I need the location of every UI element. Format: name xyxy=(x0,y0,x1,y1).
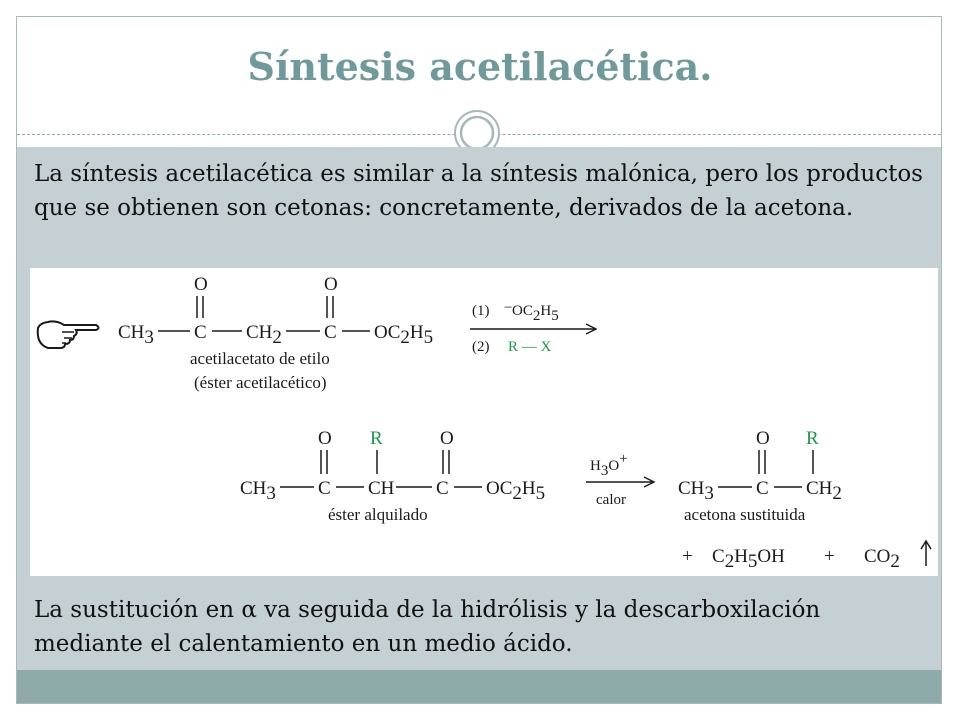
reaction-scheme xyxy=(30,268,938,576)
svg-text:CH2: CH2 xyxy=(806,478,842,504)
footer-band xyxy=(17,670,941,703)
byproduct-plus-2: + xyxy=(824,546,835,567)
conclusion-paragraph: La sustitución en α va seguida de la hidrólisis y la descarboxilación mediante el calentamiento en un medio ácido. xyxy=(34,597,821,657)
svg-text:OC2H5: OC2H5 xyxy=(512,303,559,324)
r-group-product: R xyxy=(806,428,819,449)
product-name: acetona sustituida xyxy=(684,505,806,524)
step1-reagent: OC xyxy=(512,303,533,319)
product-structure xyxy=(678,428,842,504)
svg-text:C: C xyxy=(194,322,207,343)
step2-reagent: R — X xyxy=(508,339,552,355)
byproduct-co2: CO2 xyxy=(864,546,900,572)
svg-text:CH2: CH2 xyxy=(246,322,282,348)
step2-label: (2) xyxy=(472,339,490,355)
svg-text:CH3: CH3 xyxy=(678,478,714,504)
svg-text:C: C xyxy=(318,478,331,499)
svg-text:CH: CH xyxy=(368,478,395,499)
svg-text:O: O xyxy=(440,428,454,449)
alkylated-ester-structure xyxy=(240,428,545,504)
ethoxide-charge: − xyxy=(504,300,513,316)
r-group-ester: R xyxy=(370,428,383,449)
hydrolysis-reagent: H xyxy=(590,458,601,474)
byproduct-ethanol: C2H5OH xyxy=(712,546,785,572)
step1-label: (1) xyxy=(472,303,490,319)
svg-text:CH3: CH3 xyxy=(240,478,276,504)
svg-text:O: O xyxy=(324,274,338,295)
reactant-structure xyxy=(118,274,433,348)
svg-text:H3O+: H3O+ xyxy=(590,451,628,479)
svg-text:OC2H5: OC2H5 xyxy=(486,478,546,504)
svg-text:O: O xyxy=(756,428,770,449)
svg-text:O: O xyxy=(318,428,332,449)
alkylated-ester-name: éster alquilado xyxy=(328,505,428,524)
svg-text:C: C xyxy=(436,478,449,499)
svg-text:O: O xyxy=(194,274,208,295)
chemical-equation xyxy=(30,268,938,576)
slide-title: Síntesis acetilacética. xyxy=(247,44,713,89)
svg-text:C: C xyxy=(756,478,769,499)
svg-text:OC2H5: OC2H5 xyxy=(374,322,434,348)
reactant-alias: (éster acetilacético) xyxy=(194,373,327,392)
intro-paragraph: La síntesis acetilacética es similar a la síntesis malónica, pero los productos que se obtienen son cetonas: concretamente, derivados de la acetona. xyxy=(34,161,923,221)
byproduct-plus-1: + xyxy=(682,546,693,567)
heat-label: calor xyxy=(596,492,626,508)
svg-text:CH3: CH3 xyxy=(118,322,154,348)
svg-text:C: C xyxy=(324,322,337,343)
reactant-name: acetilacetato de etilo xyxy=(190,349,330,368)
